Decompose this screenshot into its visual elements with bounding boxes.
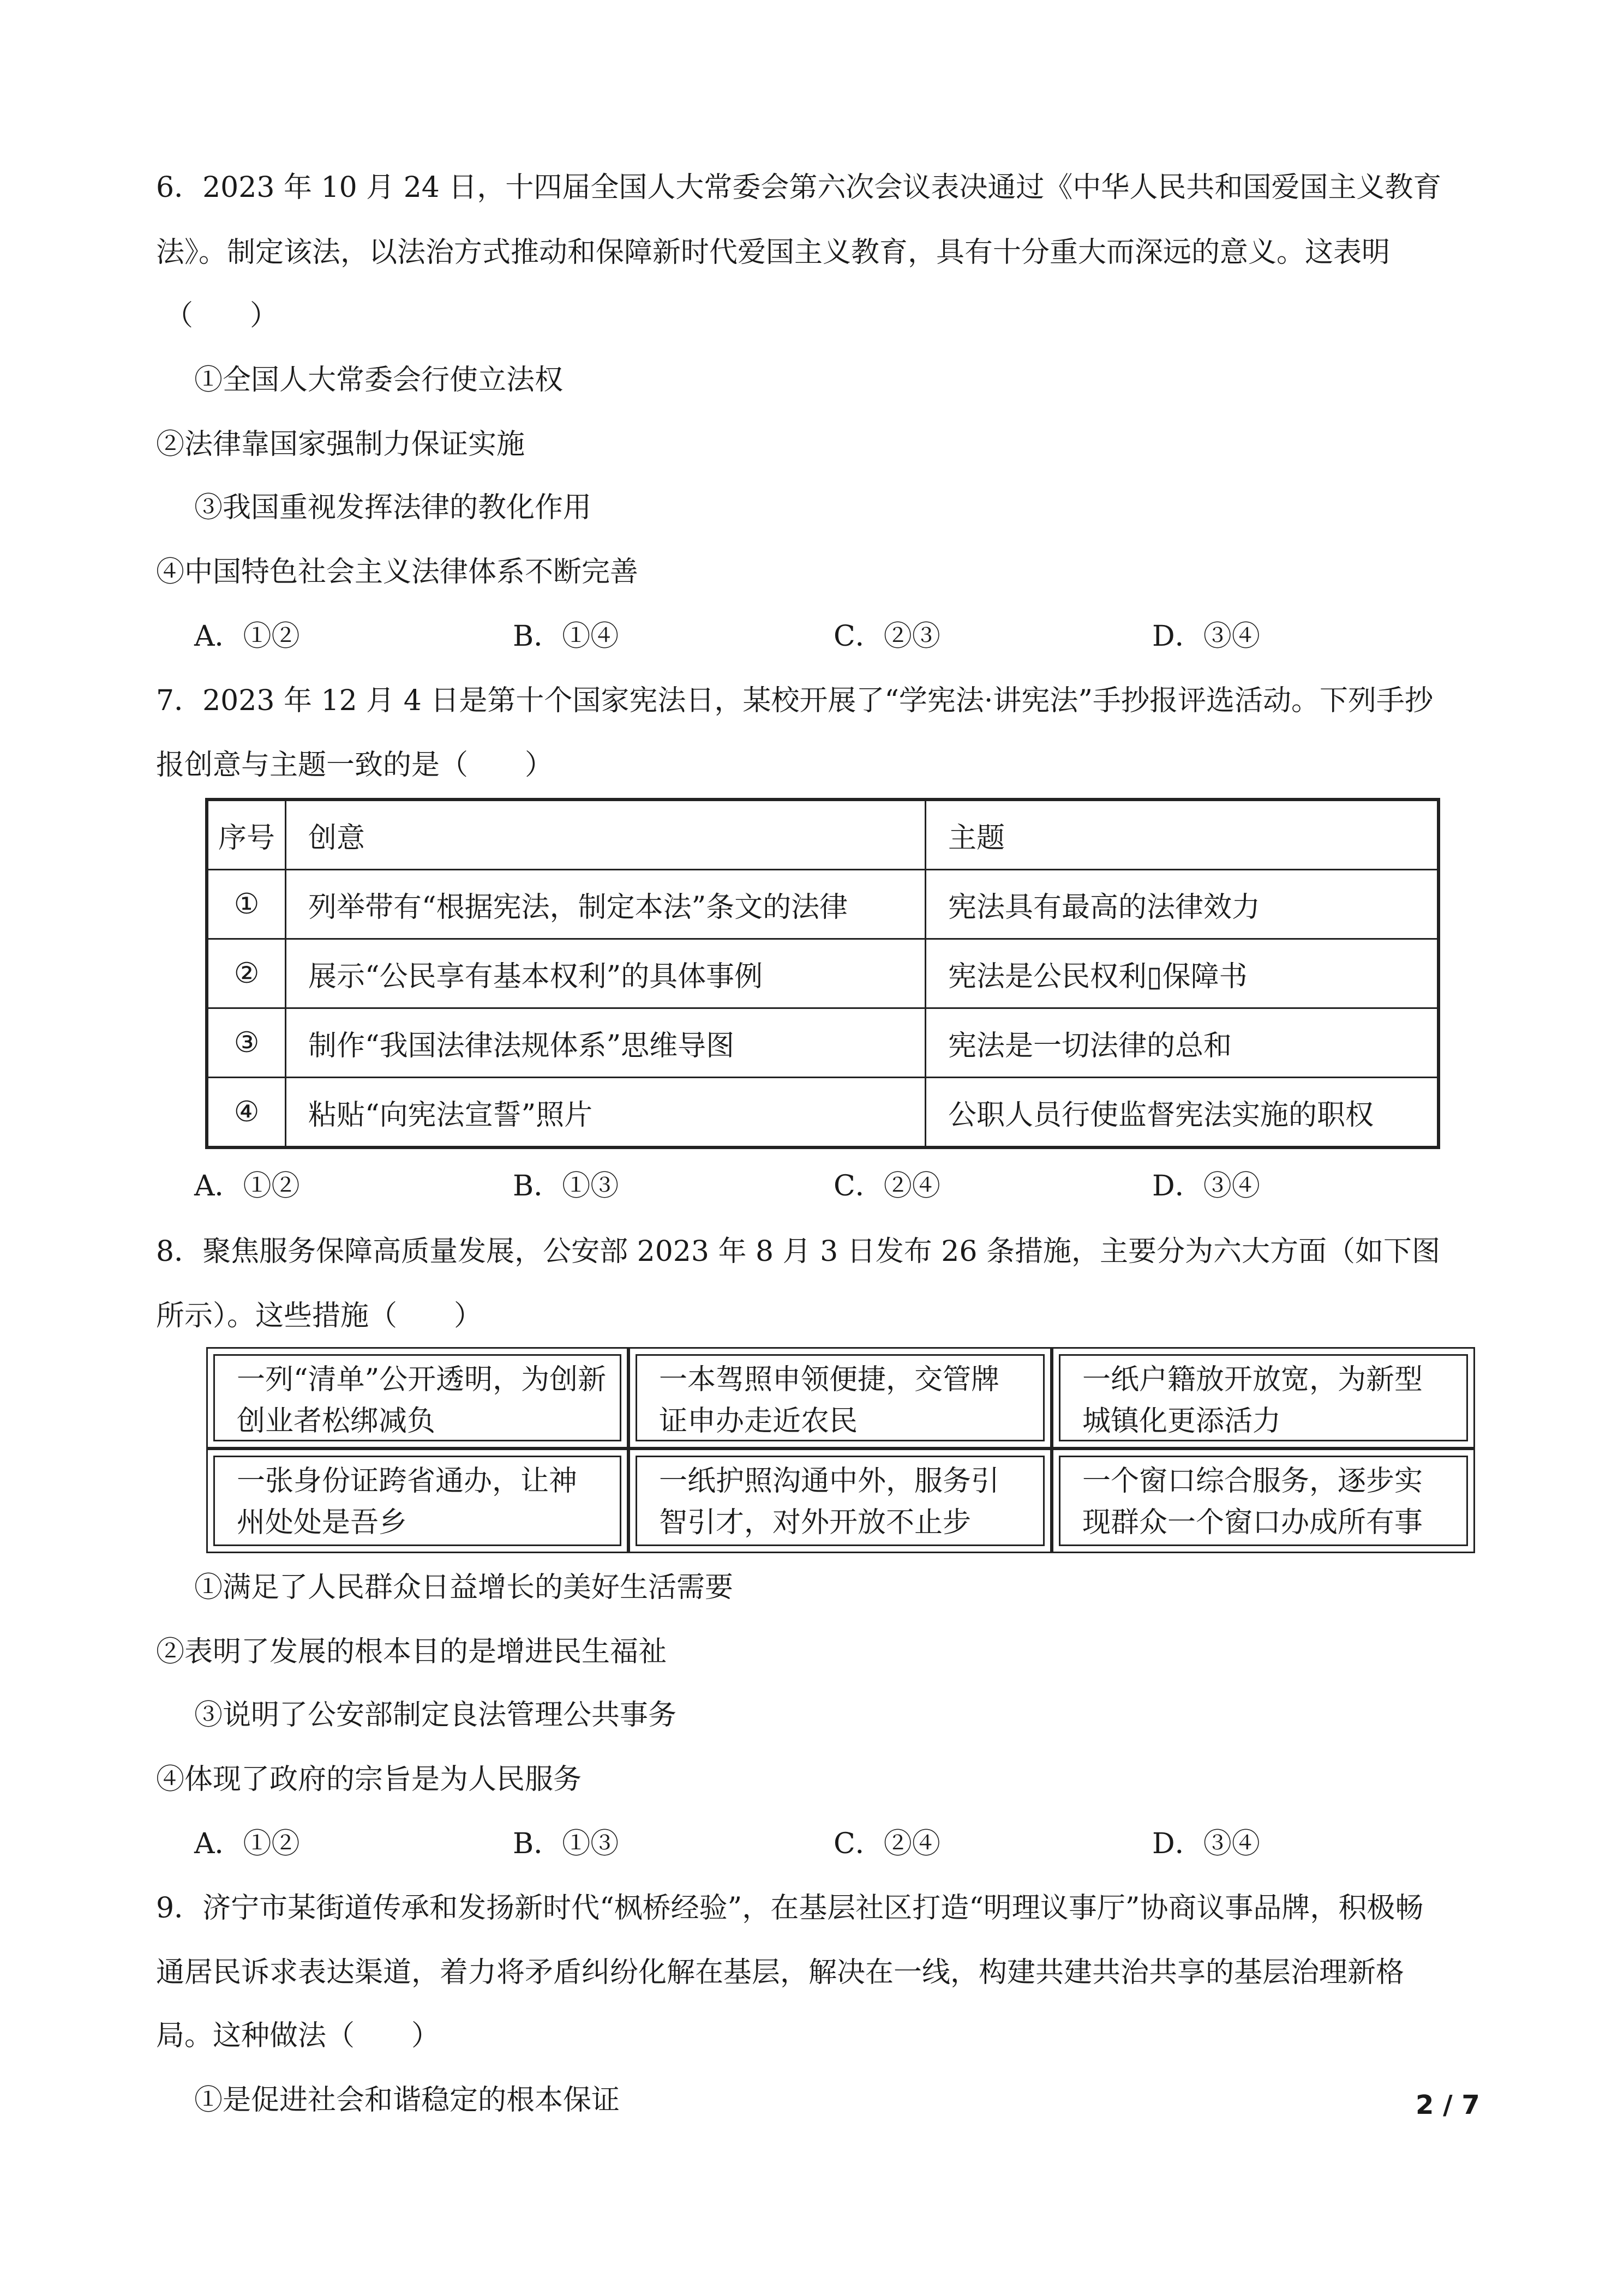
q8-line-1: 8．聚焦服务保障高质量发展，公安部 2023 年 8 月 3 日发布 26 条措施，主要分为六大方面（如下图 (156, 1235, 1440, 1268)
q6-line-1: 6．2023 年 10 月 24 日，十四届全国人大常委会第六次会议表决通过《中华人民共和国爱国主义教育 (156, 171, 1442, 204)
q6-statement-4: ④中国特色社会主义法律体系不断完善 (156, 556, 639, 588)
q7-table (205, 798, 1440, 1149)
q8-statement-1: ①满足了人民群众日益增长的美好生活需要 (194, 1571, 734, 1604)
table-row (207, 1078, 1439, 1148)
q8-measure-text: 证申办走近农民 (659, 1405, 858, 1438)
q7-row-index: ④ (207, 1078, 286, 1148)
q8-statement-3: ③说明了公安部制定良法管理公共事务 (194, 1699, 677, 1732)
q9-line-1: 9．济宁市某街道传承和发扬新时代“枫桥经验”，在基层社区打造“明理议事厅”协商议事品牌，积极畅 (156, 1892, 1424, 1925)
q7-row-theme: 公职人员行使监督宪法实施的职权 (926, 1078, 1439, 1148)
q8-measure-text: 一张身份证跨省通办，让神 (237, 1465, 578, 1498)
table-row (207, 939, 1439, 1008)
q6-statement-2: ②法律靠国家强制力保证实施 (156, 428, 525, 461)
q8-measure-box (206, 1448, 628, 1553)
q8-measure-box (628, 1448, 1052, 1553)
q6-option-d: D．③④ (1152, 620, 1260, 653)
q7-option-d: D．③④ (1152, 1170, 1260, 1203)
q8-measure-text: 一个窗口综合服务，逐步实 (1082, 1465, 1423, 1498)
page-number: 2 / 7 (1416, 2090, 1480, 2120)
q7-row-idea: 粘贴“向宪法宣誓”照片 (286, 1078, 926, 1148)
q6-statement-1: ①全国人大常委会行使立法权 (194, 364, 564, 396)
q7-row-idea: 列举带有“根据宪法，制定本法”条文的法律 (286, 870, 926, 939)
q8-measure-box (1052, 1448, 1475, 1553)
q8-measure-text: 智引才，对外开放不止步 (659, 1506, 972, 1539)
q6-option-c: C．②③ (834, 620, 940, 653)
q8-option-c: C．②④ (834, 1828, 940, 1860)
q8-measure-box (628, 1347, 1052, 1448)
q7-row-index: ③ (207, 1008, 286, 1078)
q7-option-b: B．①③ (513, 1170, 619, 1203)
q8-measures-grid (206, 1347, 1475, 1553)
q8-option-d: D．③④ (1152, 1828, 1260, 1860)
q7-row-idea: 展示“公民享有基本权利”的具体事例 (286, 939, 926, 1008)
q7-line-1: 7．2023 年 12 月 4 日是第十个国家宪法日，某校开展了“学宪法·讲宪法”手抄报评选活动。下列手抄 (156, 684, 1434, 717)
q9-line-3: 局。这种做法（ ） (156, 2019, 440, 2052)
q7-row-idea: 制作“我国法律法规体系”思维导图 (286, 1008, 926, 1078)
q7-row-index: ② (207, 939, 286, 1008)
q8-measure-text: 一本驾照申领便捷，交管牌 (659, 1363, 1000, 1396)
q7-row-theme: 宪法是一切法律的总和 (926, 1008, 1439, 1078)
q6-line-2: 法》。制定该法，以法治方式推动和保障新时代爱国主义教育，具有十分重大而深远的意义。这表明 (156, 236, 1391, 269)
q8-measure-text: 一列“清单”公开透明，为创新 (237, 1363, 607, 1396)
q7-header-index: 序号 (207, 800, 286, 870)
table-row (207, 1008, 1439, 1078)
q8-measure-box (206, 1347, 628, 1448)
q8-measure-box (1052, 1347, 1475, 1448)
q8-line-2: 所示）。这些措施（ ） (156, 1300, 483, 1332)
q7-header-idea: 创意 (286, 800, 926, 870)
q8-measure-text: 城镇化更添活力 (1082, 1405, 1281, 1438)
q8-statement-4: ④体现了政府的宗旨是为人民服务 (156, 1763, 582, 1796)
q7-row-index: ① (207, 870, 286, 939)
q8-measure-text: 创业者松绑减负 (237, 1405, 436, 1438)
q9-statement-1: ①是促进社会和谐稳定的根本保证 (194, 2084, 620, 2117)
q7-option-a: A．①② (194, 1170, 300, 1203)
q8-measure-text: 一纸户籍放开放宽，为新型 (1082, 1363, 1423, 1396)
q7-row-theme: 宪法是公民权利▯保障书 (926, 939, 1439, 1008)
q8-measure-text: 一纸护照沟通中外，服务引 (659, 1465, 1000, 1498)
q7-option-c: C．②④ (834, 1170, 940, 1203)
q7-table-header-row (207, 800, 1439, 870)
q6-statement-3: ③我国重视发挥法律的教化作用 (194, 491, 592, 524)
q8-measure-text: 现群众一个窗口办成所有事 (1082, 1506, 1423, 1539)
q8-measure-text: 州处处是吾乡 (237, 1506, 408, 1539)
q8-option-b: B．①③ (513, 1828, 619, 1860)
q6-option-b: B．①④ (513, 620, 619, 653)
q6-line-3: （ ） (165, 299, 279, 332)
q9-line-2: 通居民诉求表达渠道，着力将矛盾纠纷化解在基层，解决在一线，构建共建共治共享的基层治理新格 (156, 1956, 1405, 1989)
table-row (207, 870, 1439, 939)
q8-statement-2: ②表明了发展的根本目的是增进民生福祉 (156, 1636, 667, 1668)
q7-header-theme: 主题 (926, 800, 1439, 870)
q7-line-2: 报创意与主题一致的是（ ） (156, 749, 554, 782)
q6-option-a: A．①② (194, 620, 300, 653)
q7-row-theme: 宪法具有最高的法律效力 (926, 870, 1439, 939)
q8-option-a: A．①② (194, 1828, 300, 1860)
